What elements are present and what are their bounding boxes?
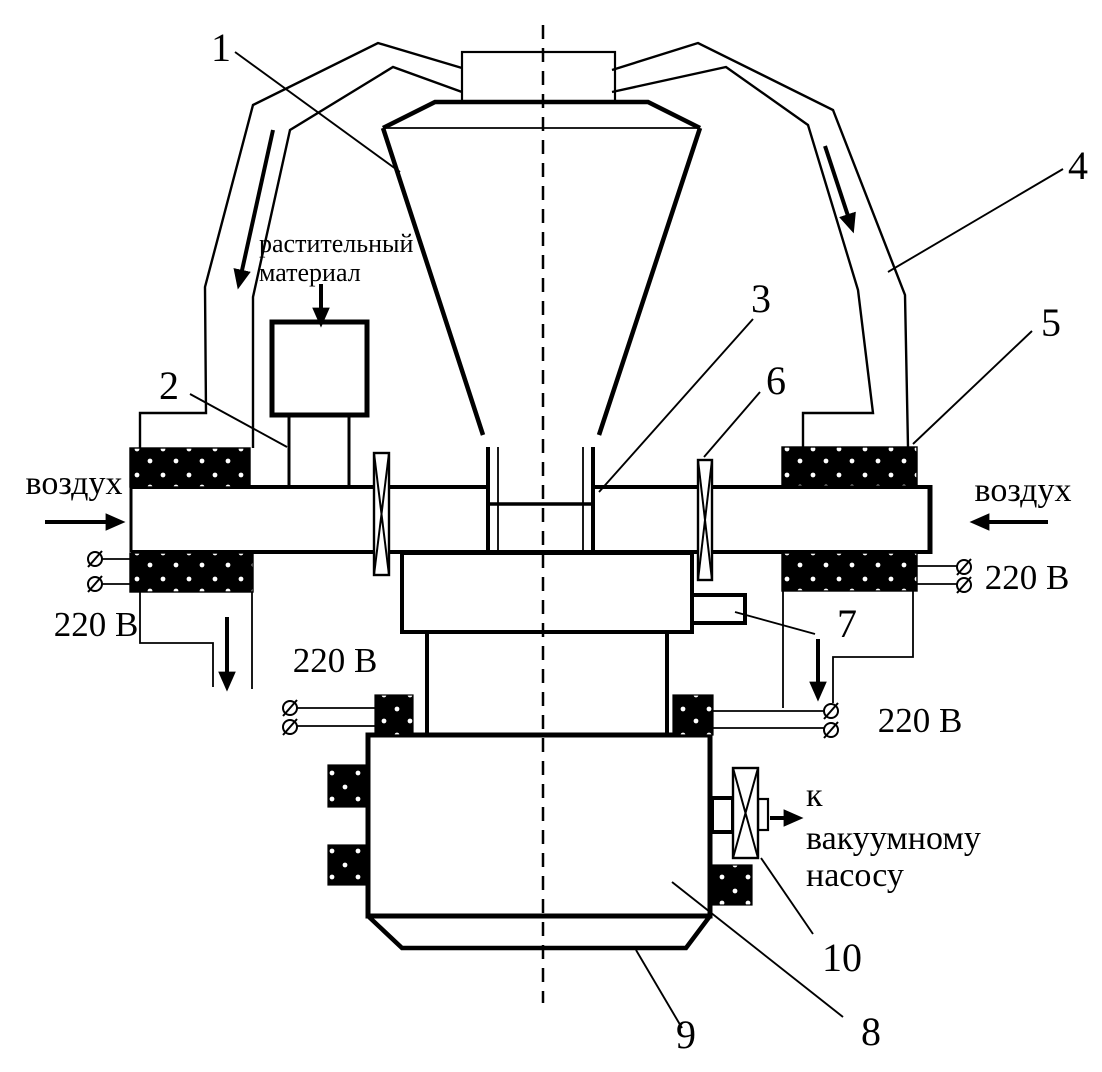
part-label-10: 10 [822,935,862,980]
vacuum-chamber [368,735,710,916]
pad-chamber-left-lower [328,845,368,885]
material-label-line1: растительный [259,229,414,258]
part-label-7: 7 [837,601,857,646]
crossed-circle-terminal-icon [283,700,297,716]
pad-chamber-left-upper [328,765,368,807]
receiver-and-chamber [368,553,745,948]
right-pipe-flow-arrow [825,146,852,228]
part-label-3: 3 [751,276,771,321]
leader-3 [599,319,753,492]
crossed-circle-terminal-icon [957,577,971,593]
material-label-line2: материал [259,258,361,287]
crossed-circle-terminal-icon [88,551,102,567]
part-label-8: 8 [861,1009,881,1054]
middle-connector-box [427,632,667,735]
pad-chamber-right [712,865,752,905]
funnel-neck-nozzle [488,447,593,553]
voltage-label-left-mid: 220 В [292,641,378,680]
part-label-5: 5 [1041,300,1061,345]
leader-6 [704,392,760,457]
right-recirculation-pipe [612,43,908,447]
leader-1 [235,52,400,172]
air-label-left: воздух [25,465,123,502]
side-stub-pipe-part7 [692,595,745,623]
voltage-label-left-top: 220 В [53,605,139,644]
upper-receiver-box [402,553,692,632]
duct-valve-left [374,453,389,575]
vacuum-label-line3: насосу [806,857,904,894]
leader-5 [913,331,1032,444]
crossed-circle-terminal-icon [88,576,102,592]
part-label-9: 9 [676,1012,696,1057]
crossed-circle-terminal-icon [824,703,838,719]
heater-left-bottom [130,553,253,592]
crossed-circle-terminal-icon [824,722,838,738]
chamber-heater-pads [328,695,752,905]
part-label-6: 6 [766,358,786,403]
part-label-1: 1 [211,25,231,70]
crossed-circle-terminal-icon [957,559,971,575]
vacuum-outlet-assembly [712,768,798,858]
heater-right-top [782,447,917,486]
vacuum-label-line2: вакуумному [806,820,981,857]
electric-heater-blocks [130,447,917,592]
heater-right-bottom [782,553,917,591]
part-label-2: 2 [159,363,179,408]
leader-4 [888,169,1063,272]
material-feeder [272,284,367,487]
pad-middle-right [673,695,713,735]
heater-left-top [130,448,250,487]
horizontal-air-duct [131,485,930,554]
pad-middle-left [375,695,413,735]
funnel-hopper [383,102,700,435]
part-label-4: 4 [1068,143,1088,188]
funnel-top-cap [462,52,615,102]
crossed-circle-terminal-icon [283,719,297,735]
vacuum-label-line1: к [806,777,823,814]
leader-8 [672,882,843,1017]
voltage-label-right-top: 220 В [984,558,1070,597]
air-label-right: воздух [974,472,1072,509]
chamber-bottom-skirt [368,916,710,948]
voltage-label-right-bottom: 220 В [877,701,963,740]
duct-valve-right [698,460,712,580]
